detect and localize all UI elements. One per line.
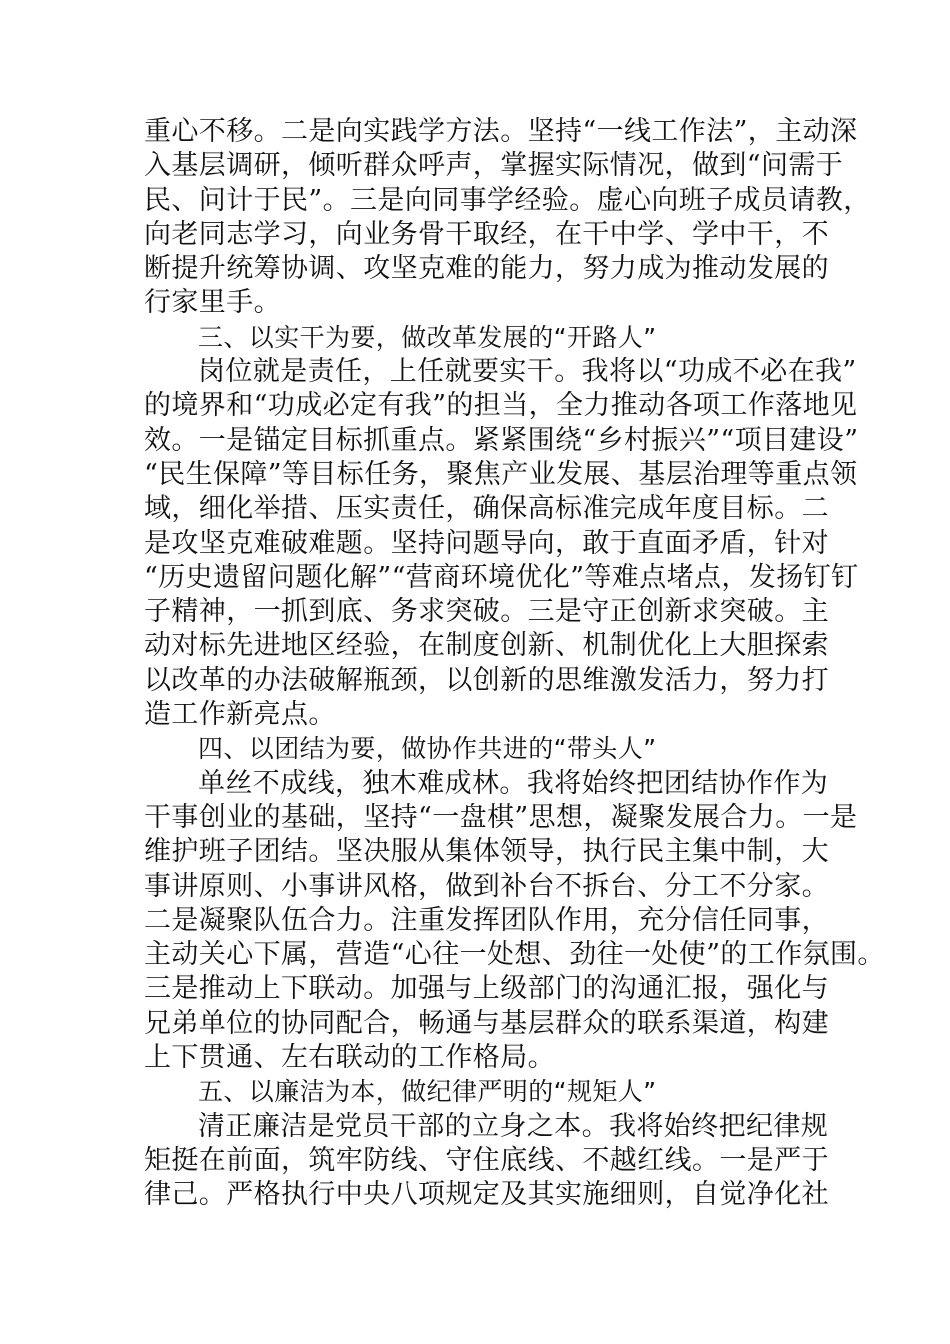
document-page — [144, 115, 885, 1213]
text-line: 清正廉洁是党员干部的立身之本。我将始终把纪律规 — [198, 1110, 829, 1142]
text-line: 岗位就是责任，上任就要实干。我将以“功成不必在我” — [198, 356, 857, 388]
text-line: 域，细化举措、压实责任，确保高标准完成年度目标。二 — [144, 493, 829, 525]
text-line: 以改革的办法破解瓶颈，以创新的思维激发活力，努力打 — [144, 664, 829, 696]
text-line: 造工作新亮点。 — [144, 699, 336, 731]
text-line: 二是凝聚队伍合力。注重发挥团队作用，充分信任同事， — [144, 904, 829, 936]
section-heading: 三、以实干为要，做改革发展的“开路人” — [198, 322, 657, 352]
text-line: “历史遗留问题化解”“营商环境优化”等难点堵点，发扬钉钉 — [144, 561, 859, 593]
text-line: 重心不移。二是向实践学方法。坚持“一线工作法”，主动深 — [144, 116, 858, 147]
text-line: 的境界和“功成必定有我”的担当，全力推动各项工作落地见 — [144, 390, 858, 422]
section-heading: 四、以团结为要，做协作共进的“带头人” — [198, 734, 657, 764]
text-line: 主动关心下属，营造“心往一处想、劲往一处使”的工作氛围。 — [144, 939, 885, 971]
text-line: 事讲原则、小事讲风格，做到补台不拆台、分工不分家。 — [144, 870, 829, 902]
text-line: 兄弟单位的协同配合，畅通与基层群众的联系渠道，构建 — [144, 1007, 829, 1039]
text-line: 干事创业的基础，坚持“一盘棋”思想，凝聚发展合力。一是 — [144, 801, 858, 833]
text-line: 动对标先进地区经验，在制度创新、机制优化上大胆探索 — [144, 630, 829, 662]
text-line: 行家里手。 — [144, 287, 281, 319]
text-line: 矩挺在前面，筑牢防线、守住底线、不越红线。一是严于 — [144, 1144, 829, 1176]
text-line: “民生保障”等目标任务，聚焦产业发展、基层治理等重点领 — [144, 458, 858, 490]
text-line: 是攻坚克难破难题。坚持问题导向，敢于直面矛盾，针对 — [144, 527, 829, 559]
text-line: 向老同志学习，向业务骨干取经，在干中学、学中干，不 — [144, 218, 829, 250]
section-heading: 五、以廉洁为本，做纪律严明的“规矩人” — [198, 1077, 657, 1107]
text-line: 民、问计于民”。三是向同事学经验。虚心向班子成员请教， — [144, 184, 871, 216]
text-line: 单丝不成线，独木难成林。我将始终把团结协作作为 — [198, 767, 829, 799]
text-line: 子精神，一抓到底、务求突破。三是守正创新求突破。主 — [144, 596, 829, 628]
text-line: 效。一是锚定目标抓重点。紧紧围绕“乡村振兴”“项目建设” — [144, 424, 859, 456]
text-line: 断提升统筹协调、攻坚克难的能力，努力成为推动发展的 — [144, 253, 829, 285]
text-line: 三是推动上下联动。加强与上级部门的沟通汇报，强化与 — [144, 973, 829, 1005]
text-line: 维护班子团结。坚决服从集体领导，执行民主集中制，大 — [144, 836, 829, 868]
text-line: 律己。严格执行中央八项规定及其实施细则，自觉净化社 — [144, 1179, 829, 1211]
text-line: 入基层调研，倾听群众呼声，掌握实际情况，做到“问需于 — [144, 150, 844, 182]
text-line: 上下贯通、左右联动的工作格局。 — [144, 1042, 555, 1074]
